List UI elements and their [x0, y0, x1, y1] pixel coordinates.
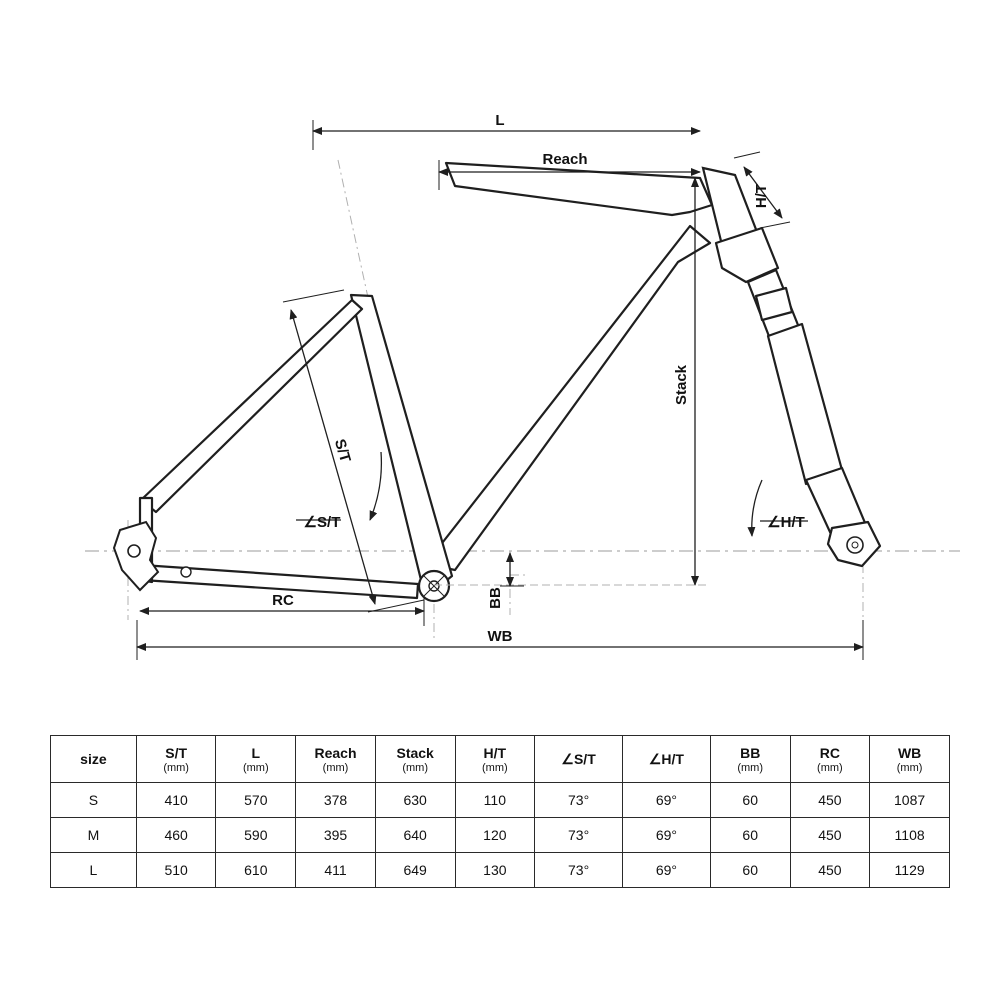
dim-label-reach: Reach: [542, 151, 588, 168]
col-header-ht-unit: (mm): [482, 761, 508, 774]
cell-ht: 120: [455, 818, 535, 853]
cell-ht-angle: 69°: [623, 783, 711, 818]
col-header-l-unit: (mm): [242, 761, 269, 774]
col-header-reach-unit: (mm): [322, 761, 349, 774]
cell-st: 510: [136, 853, 216, 888]
cell-st-angle: 73°: [535, 853, 623, 888]
table-row: [51, 818, 950, 853]
col-header-st-unit: (mm): [163, 761, 189, 774]
cell-wb: 1108: [870, 818, 950, 853]
col-header-ht-angle-label: ∠H/T: [648, 750, 684, 767]
cell-st: 460: [136, 818, 216, 853]
cell-wb: 1129: [870, 853, 950, 888]
col-header-size-label: size: [80, 751, 107, 767]
bottom-bracket: [419, 571, 449, 601]
table-row: [51, 783, 950, 818]
col-header-rc-unit: (mm): [817, 761, 843, 774]
col-header-bb-unit: (mm): [737, 761, 764, 774]
col-header-st-label: S/T: [165, 744, 188, 761]
cell-st: 410: [136, 783, 216, 818]
cell-size: L: [51, 853, 137, 888]
cell-wb: 1087: [870, 783, 950, 818]
frame-tubes: [140, 163, 712, 598]
col-header-wb-unit: (mm): [896, 761, 923, 774]
dim-label-st-angle: ∠S/T: [303, 514, 341, 531]
cell-l: 590: [216, 818, 296, 853]
cell-size: S: [51, 783, 137, 818]
cell-l: 610: [216, 853, 296, 888]
cell-stack: 649: [375, 853, 455, 888]
dim-label-ht-angle: ∠H/T: [767, 514, 805, 531]
geometry-spec-table-wrapper: [50, 735, 950, 888]
col-header-bb-label: BB: [740, 744, 761, 761]
cell-st-angle: 73°: [535, 818, 623, 853]
cell-rc: 450: [790, 783, 870, 818]
cell-stack: 640: [375, 818, 455, 853]
cell-ht-angle: 69°: [623, 853, 711, 888]
dim-label-stack: Stack: [673, 364, 690, 406]
col-header-stack-unit: (mm): [402, 761, 428, 774]
dim-bb: [500, 553, 524, 586]
col-header-l: [216, 736, 296, 783]
col-header-st: [136, 736, 216, 783]
col-header-st-angle-label: ∠S/T: [561, 750, 596, 767]
cell-rc: 450: [790, 853, 870, 888]
col-header-rc-label: RC: [819, 744, 840, 761]
cell-rc: 450: [790, 818, 870, 853]
col-header-ht-angle: [623, 736, 711, 783]
cell-ht: 110: [455, 783, 535, 818]
dim-label-rc: RC: [272, 592, 294, 609]
dim-label-st-length: S/T: [330, 437, 354, 465]
cell-ht-angle: 69°: [623, 818, 711, 853]
col-header-l-label: L: [251, 744, 261, 761]
cell-size: M: [51, 818, 137, 853]
dim-label-ht-length: H/T: [753, 183, 770, 209]
dim-l: [313, 120, 700, 150]
cell-st-angle: 73°: [535, 783, 623, 818]
cell-reach: 411: [296, 853, 376, 888]
table-header-row: [51, 736, 950, 783]
col-header-rc: [790, 736, 870, 783]
cell-stack: 630: [375, 783, 455, 818]
cell-l: 570: [216, 783, 296, 818]
col-header-reach: [296, 736, 376, 783]
dim-label-wb: WB: [487, 628, 513, 645]
col-header-bb: [710, 736, 790, 783]
geometry-spec-table: [50, 735, 950, 888]
col-header-stack: [375, 736, 455, 783]
cell-bb: 60: [710, 783, 790, 818]
col-header-stack-label: Stack: [396, 744, 434, 761]
col-header-size: [51, 736, 137, 783]
col-header-wb: [870, 736, 950, 783]
cell-ht: 130: [455, 853, 535, 888]
col-header-ht: [455, 736, 535, 783]
table-row: [51, 853, 950, 888]
cell-bb: 60: [710, 818, 790, 853]
dim-label-l: L: [495, 112, 505, 129]
cell-bb: 60: [710, 853, 790, 888]
cell-reach: 395: [296, 818, 376, 853]
col-header-st-angle: [535, 736, 623, 783]
dim-label-bb: BB: [487, 587, 504, 609]
col-header-reach-label: Reach: [314, 744, 357, 761]
col-header-ht-label: H/T: [483, 744, 507, 761]
col-header-wb-label: WB: [897, 744, 922, 761]
cell-reach: 378: [296, 783, 376, 818]
